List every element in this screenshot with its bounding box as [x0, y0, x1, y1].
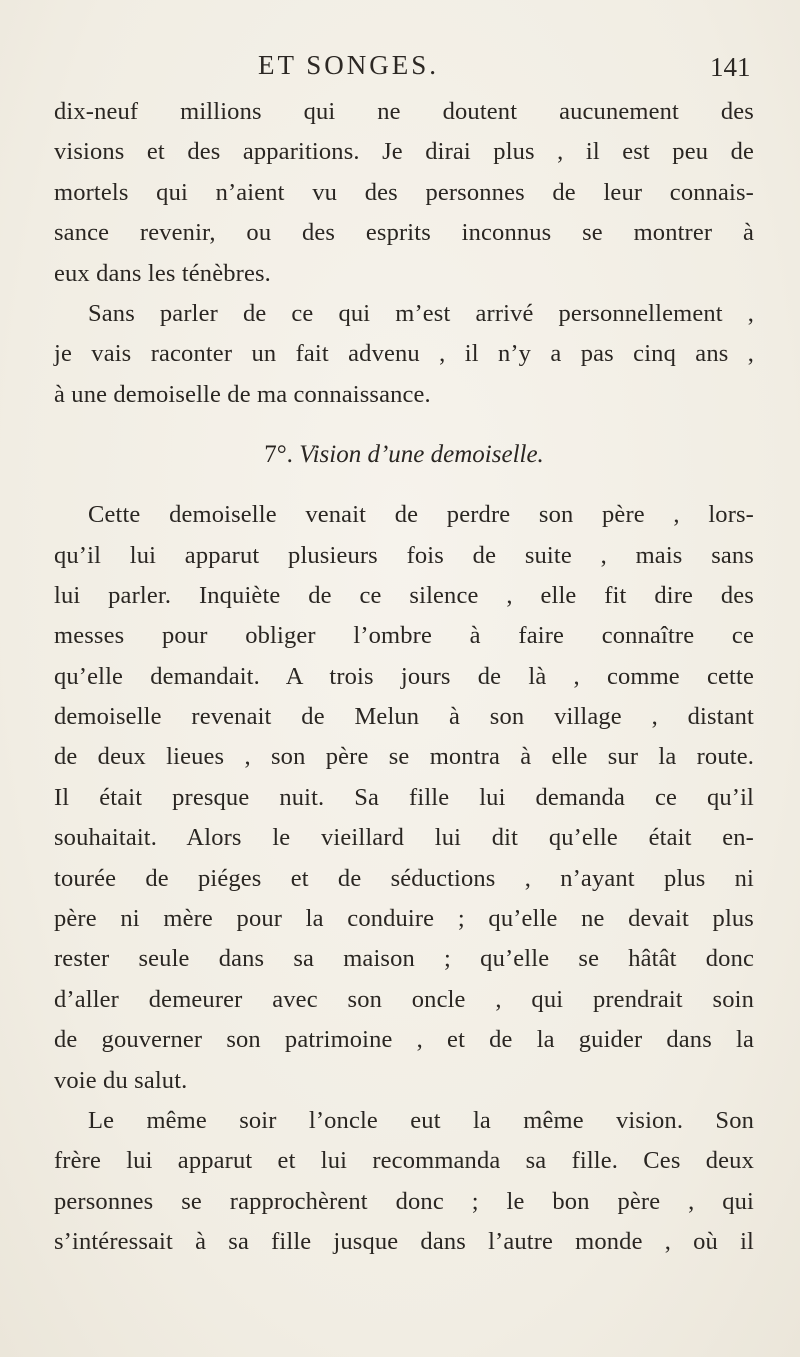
section-heading: [54, 415, 754, 495]
paragraph: [54, 495, 754, 1101]
text-line: personnes se rapprochèrent donc ; le bon père , qui: [54, 1187, 754, 1215]
text-line: voie du salut.: [54, 1066, 188, 1094]
text-line: visions et des apparitions. Je dirai plus , il est peu de: [54, 138, 754, 166]
text-line: dix-neuf millions qui ne doutent aucunement des: [54, 98, 754, 125]
paragraph: [54, 92, 754, 294]
text-line: je vais raconter un fait advenu , il n’y a pas cinq ans ,: [54, 340, 754, 368]
text-line: père ni mère pour la conduire ; qu’elle ne devait plus: [54, 905, 754, 933]
text-line: Sans parler de ce qui m’est arrivé personnellement ,: [88, 299, 754, 327]
text-line: souhaitait. Alors le vieillard lui dit qu’elle était en-: [54, 824, 754, 852]
text-line: Cette demoiselle venait de perdre son père , lors-: [88, 501, 754, 529]
text-line: messes pour obliger l’ombre à faire connaître ce: [54, 622, 754, 650]
text-line: demoiselle revenait de Melun à son village , distant: [54, 703, 754, 731]
text-line: de deux lieues , son père se montra à elle sur la route.: [54, 743, 754, 771]
text-line: sance revenir, ou des esprits inconnus se montrer à: [54, 219, 754, 247]
text-line: qu’il lui apparut plusieurs fois de suite , mais sans: [54, 541, 754, 569]
text-line: eux dans les ténèbres.: [54, 259, 271, 287]
text-line: mortels qui n’aient vu des personnes de leur connais-: [54, 178, 754, 206]
page-header: [0, 48, 800, 88]
page-number: 141: [710, 52, 751, 82]
text-line: Le même soir l’oncle eut la même vision. Son: [88, 1106, 754, 1134]
text-line: d’aller demeurer avec son oncle , qui prendrait soin: [54, 985, 754, 1013]
paragraph: [54, 294, 754, 415]
text-line: de gouverner son patrimoine , et de la guider dans la: [54, 1026, 754, 1054]
text-line: qu’elle demandait. A trois jours de là , comme cette: [54, 662, 754, 690]
section-number: 7°.: [264, 441, 293, 469]
section-title: Vision d’une demoiselle.: [299, 441, 544, 469]
text-line: s’intéressait à sa fille jusque dans l’autre monde , où il: [54, 1228, 754, 1256]
body-text: [54, 92, 754, 1263]
text-line: tourée de piéges et de séductions , n’ayant plus ni: [54, 864, 754, 892]
text-line: rester seule dans sa maison ; qu’elle se hâtât donc: [54, 945, 754, 973]
text-line: lui parler. Inquiète de ce silence , elle fit dire des: [54, 581, 754, 609]
running-title: ET SONGES.: [258, 50, 440, 80]
text-line: frère lui apparut et lui recommanda sa fille. Ces deux: [54, 1147, 754, 1175]
text-line: Il était presque nuit. Sa fille lui demanda ce qu’il: [54, 783, 754, 811]
paragraph: [54, 1101, 754, 1263]
text-line: à une demoiselle de ma connaissance.: [54, 380, 431, 408]
